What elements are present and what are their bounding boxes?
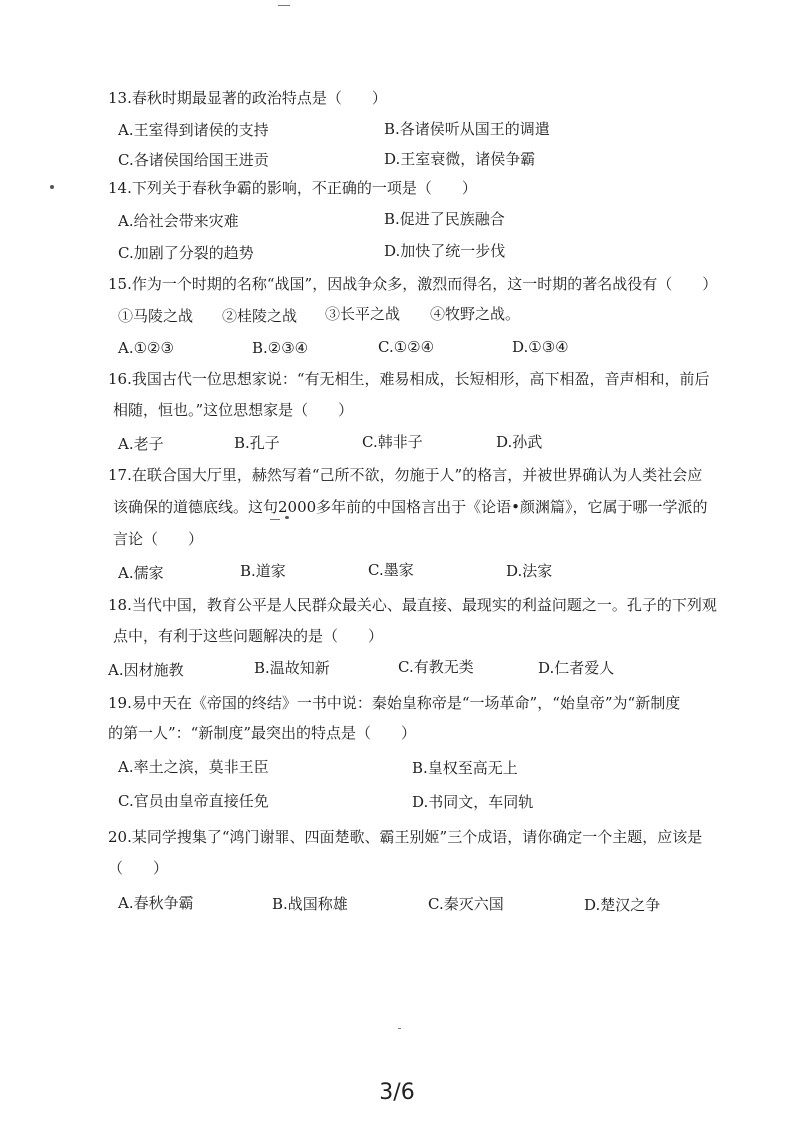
question-17-option-d: D.法家 xyxy=(506,562,553,580)
question-16-option-c: C.韩非子 xyxy=(362,433,423,451)
question-17-stem-line-2: 该确保的道德底线。这句2000多年前的中国格言出于《论语•颜渊篇》，它属于哪一学派的 xyxy=(113,498,708,516)
question-15-item-2: ②桂陵之战 xyxy=(222,307,298,325)
question-20-option-b: B.战国称雄 xyxy=(272,895,348,913)
question-19-stem-line-1: 19.易中天在《帝国的终结》一书中说：秦始皇称帝是“一场革命”，“始皇帝”为“新制度 xyxy=(108,694,681,712)
question-18-option-c: C.有教无类 xyxy=(398,658,474,676)
question-15-option-b: B.②③④ xyxy=(252,339,309,357)
question-20-option-c: C.秦灭六国 xyxy=(428,895,504,913)
question-16-option-b: B.孔子 xyxy=(234,434,280,452)
question-18-option-a: A.因材施教 xyxy=(108,661,184,679)
question-13-option-a: A.王室得到诸侯的支持 xyxy=(118,121,269,139)
question-19-option-d: D.书同文，车同轨 xyxy=(412,793,534,811)
question-19-stem-line-2: 的第一人”：“新制度”最突出的特点是（ ） xyxy=(108,724,417,742)
scan-mark-top xyxy=(278,5,290,6)
question-19-option-b: B.皇权至高无上 xyxy=(412,759,518,777)
question-15-item-4: ④牧野之战。 xyxy=(430,305,521,323)
question-14-option-a: A.给社会带来灾难 xyxy=(118,212,239,230)
question-15-option-a: A.①②③ xyxy=(118,339,174,357)
question-13-stem: 13.春秋时期最显著的政治特点是（ ） xyxy=(108,89,387,107)
scan-mark-mid xyxy=(270,519,280,520)
scan-speck-left xyxy=(50,185,54,189)
question-18-stem-line-1: 18.当代中国，教育公平是人民群众最关心、最直接、最现实的利益问题之一。孔子的下列观 xyxy=(108,596,717,614)
question-15-item-1: ①马陵之战 xyxy=(118,307,194,325)
scan-mark-bottom xyxy=(398,1028,401,1029)
question-18-stem-line-2: 点中，有利于这些问题解决的是（ ） xyxy=(113,627,384,645)
question-16-stem-line-1: 16.我国古代一位思想家说：“有无相生，难易相成，长短相形，高下相盈，音声相和，前后 xyxy=(108,370,710,388)
question-14-option-c: C.加剧了分裂的趋势 xyxy=(118,244,254,262)
question-17-option-a: A.儒家 xyxy=(118,564,164,582)
question-20-stem-line-1: 20.某同学搜集了“鸿门谢罪、四面楚歌、霸王别姬”三个成语，请你确定一个主题，应该是 xyxy=(108,828,703,846)
question-13-option-d: D.王室衰微，诸侯争霸 xyxy=(384,150,536,168)
page-number: 3/6 xyxy=(379,1080,415,1105)
question-19-option-a: A.率土之滨，莫非王臣 xyxy=(118,758,269,776)
question-13-option-b: B.各诸侯听从国王的调遣 xyxy=(384,120,550,138)
question-16-stem-line-2: 相随，恒也。”这位思想家是（ ） xyxy=(113,401,354,419)
question-13-option-c: C.各诸侯国给国王进贡 xyxy=(118,151,269,169)
question-20-option-d: D.楚汉之争 xyxy=(584,896,661,914)
question-15-stem: 15.作为一个时期的名称“战国”，因战争众多，激烈而得名，这一时期的著名战役有（ ） xyxy=(108,275,718,293)
question-17-stem-line-3: 言论（ ） xyxy=(113,530,204,548)
question-18-option-b: B.温故知新 xyxy=(254,659,330,677)
question-16-option-a: A.老子 xyxy=(118,435,164,453)
question-19-option-c: C.官员由皇帝直接任免 xyxy=(118,792,269,810)
question-18-option-d: D.仁者爱人 xyxy=(538,659,615,677)
question-14-option-d: D.加快了统一步伐 xyxy=(384,242,506,260)
question-16-option-d: D.孙武 xyxy=(496,433,543,451)
question-17-option-c: C.墨家 xyxy=(368,561,414,579)
question-20-option-a: A.春秋争霸 xyxy=(118,894,194,912)
question-17-stem-line-1: 17.在联合国大厅里，赫然写着“己所不欲，勿施于人”的格言，并被世界确认为人类社会应 xyxy=(108,466,703,484)
question-15-option-d: D.①③④ xyxy=(512,338,569,356)
question-20-stem-line-2: （ ） xyxy=(108,859,169,877)
question-17-option-b: B.道家 xyxy=(240,562,286,580)
question-15-item-3: ③长平之战 xyxy=(325,305,401,323)
question-14-stem: 14.下列关于春秋争霸的影响，不正确的一项是（ ） xyxy=(108,179,477,197)
question-15-option-c: C.①②④ xyxy=(378,338,435,356)
question-14-option-b: B.促进了民族融合 xyxy=(384,210,505,228)
